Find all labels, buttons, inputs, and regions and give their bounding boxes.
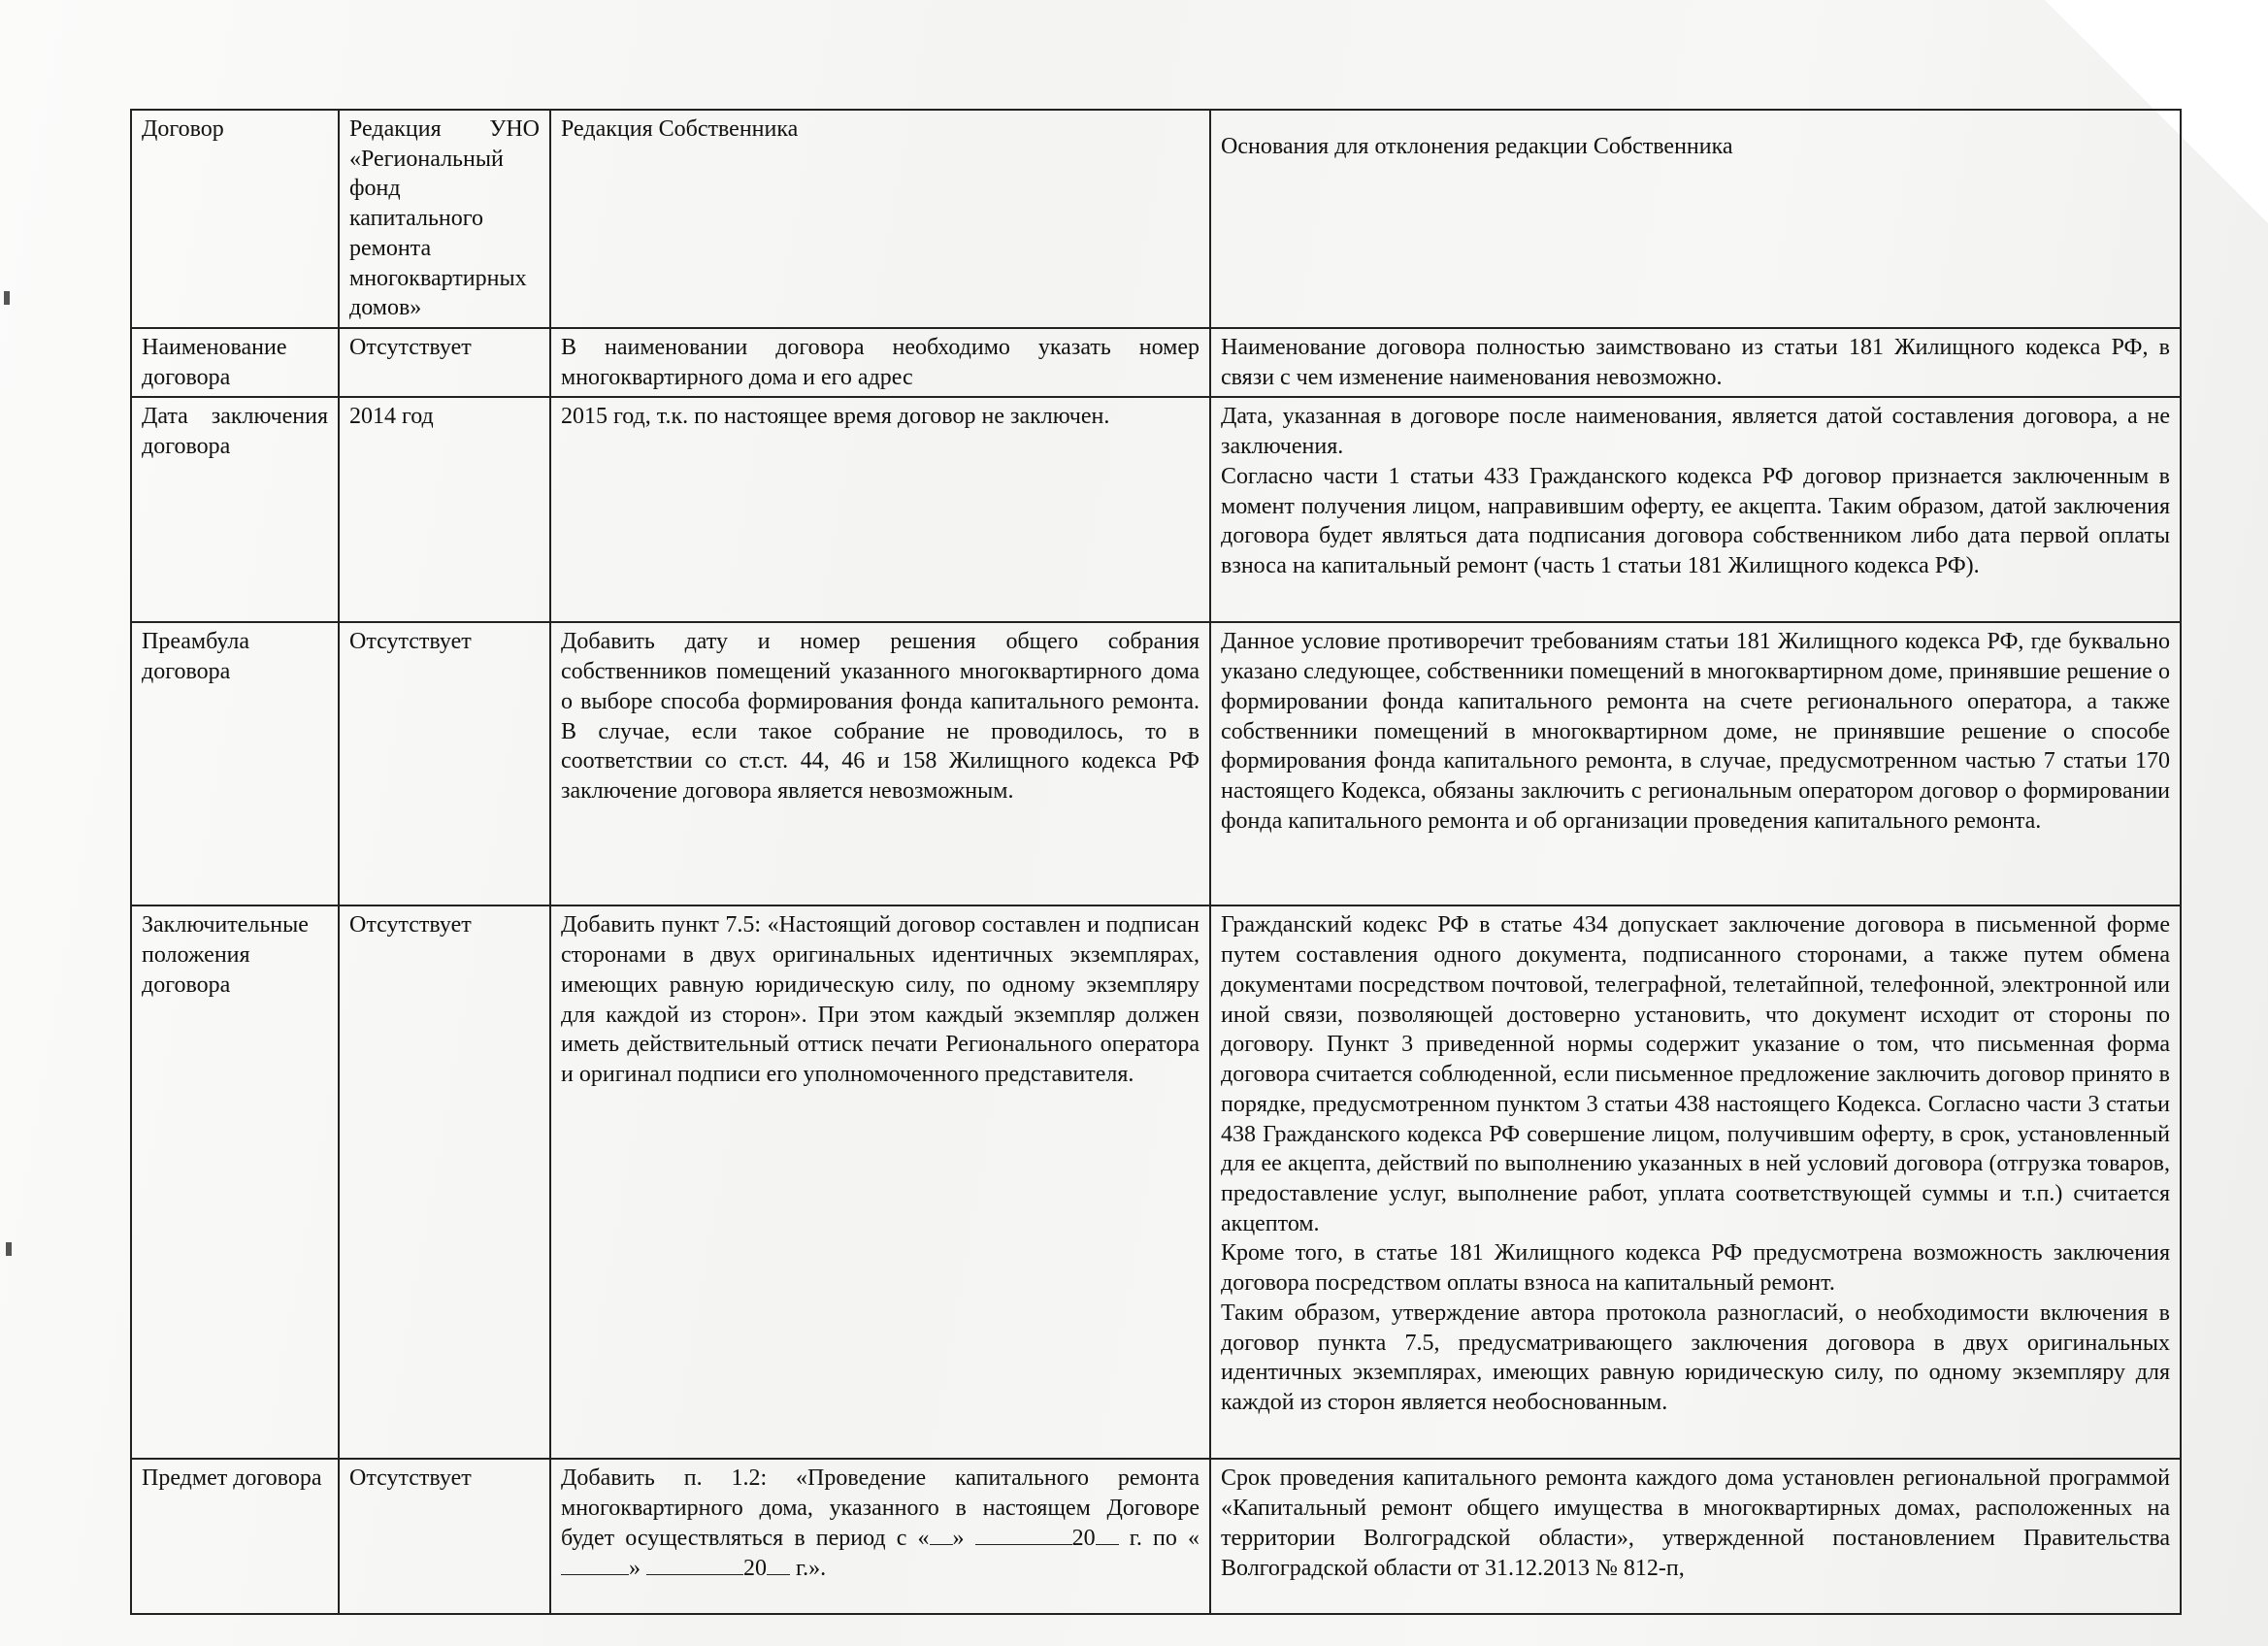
row-grounds — [1210, 1459, 2181, 1614]
row-owner: 2015 год, т.к. по настоящее время договор не заключен. — [550, 397, 1210, 622]
row-owner: В наименовании договора необходимо указать номер многоквартирного дома и его адрес — [550, 328, 1210, 397]
row-grounds — [1210, 905, 2181, 1459]
table-row — [131, 622, 2181, 905]
row-uno: Отсутствует — [339, 905, 550, 1459]
row-grounds — [1210, 397, 2181, 622]
row-uno: Отсутствует — [339, 328, 550, 397]
table-row — [131, 328, 2181, 397]
grounds-paragraph: Кроме того, в статье 181 Жилищного кодекса РФ предусмотрена возможность заключения договора посредством оплаты взноса на капитальный ремонт. — [1221, 1240, 2170, 1297]
owner-text: Добавить п. 1.2: «Проведение капитального ремонта многоквартирного дома, указанного в настоящем Договоре будет осуществляться в период с — [561, 1465, 1200, 1551]
row-subject: Предмет договора — [131, 1459, 339, 1614]
header-rejection-grounds: Основания для отклонения редакции Собственника — [1210, 110, 2181, 328]
row-owner: Добавить дату и номер решения общего собрания собственников помещений указанного многоквартирного дома о выборе способа формирования фонда капитального ремонта. В случае, если такое собрание не проводилось, то в соответствии со ст.ст. 44, 46 и 158 Жилищного кодекса РФ заключение договора является невозможным. — [550, 622, 1210, 905]
row-owner — [550, 1459, 1210, 1614]
grounds-paragraph: Согласно части 1 статьи 433 Гражданского кодекса РФ договор признается заключенным в момент получения лицом, направившим оферту, ее акцепта. Таким образом, датой заключения договора будет являться дата подписания договора собственником либо дата первой оплаты взноса на капитальный ремонт (часть 1 статьи 181 Жилищного кодекса РФ). — [1221, 463, 2170, 579]
header-owner-edition: Редакция Собственника — [550, 110, 1210, 328]
row-uno: 2014 год — [339, 397, 550, 622]
date-blank-line: « » 20 г. по «» 20 г.». — [561, 1526, 1200, 1581]
row-owner: Добавить пункт 7.5: «Настоящий договор составлен и подписан сторонами в двух оригинальных идентичных экземплярах, имеющих равную юридическую силу, по одному экземпляру для каждой из сторон». При этом каждый экземпляр должен иметь действительный оттиск печати Регионального оператора и оригинал подписи его уполномоченного представителя. — [550, 905, 1210, 1459]
table-row — [131, 1459, 2181, 1614]
header-row — [131, 110, 2181, 328]
row-uno: Отсутствует — [339, 1459, 550, 1614]
grounds-paragraph: Срок проведения капитального ремонта каждого дома установлен региональной программой «Капитальный ремонт общего имущества в многоквартирных домах, расположенных на территории Волгоградской области», утвержденной постановлением Правительства Волгоградской области от 31.12.2013 № 812-п, — [1221, 1465, 2170, 1581]
scan-artifact — [6, 1242, 12, 1256]
row-subject: Преамбула договора — [131, 622, 339, 905]
row-subject: Дата заключения договора — [131, 397, 339, 622]
table-row — [131, 397, 2181, 622]
header-uno-edition: Редакция УНО «Региональный фонд капитального ремонта многоквартирных домов» — [339, 110, 550, 328]
grounds-paragraph: Данное условие противоречит требованиям статьи 181 Жилищного кодекса РФ, где буквально указано следующее, собственники помещений в многоквартирном доме, принявшие решение о формировании фонда капитального ремонта на счете регионального оператора, а также собственники помещений в многоквартирном доме, не принявшие решение о способе формирования фонда капитального ремонта, в случае, предусмотренном частью 7 статьи 170 настоящего Кодекса, обязаны заключить с региональным оператором договор о формировании фонда капитального ремонта и об организации проведения капитального ремонта. — [1221, 629, 2170, 834]
grounds-paragraph: Таким образом, утверждение автора протокола разногласий, о необходимости включения в договор пункта 7.5, предусматривающего заключения договора в двух оригинальных идентичных экземплярах, имеющих равную юридическую силу, по одному экземпляру для каждой из сторон является необоснованным. — [1221, 1300, 2170, 1415]
table-row — [131, 905, 2181, 1459]
grounds-paragraph: Наименование договора полностью заимствовано из статьи 181 Жилищного кодекса РФ, в связи с чем изменение наименования невозможно. — [1221, 335, 2170, 390]
scan-artifact — [4, 291, 10, 305]
row-subject: Заключительные положения договора — [131, 905, 339, 1459]
grounds-paragraph: Дата, указанная в договоре после наименования, является датой составления договора, а не заключения. — [1221, 404, 2170, 460]
row-subject: Наименование договора — [131, 328, 339, 397]
row-uno: Отсутствует — [339, 622, 550, 905]
row-grounds — [1210, 622, 2181, 905]
comparison-table — [130, 109, 2182, 1615]
header-contract: Договор — [131, 110, 339, 328]
grounds-paragraph: Гражданский кодекс РФ в статье 434 допускает заключение договора в письменной форме путем составления одного документа, подписанного сторонами, а также путем обмена документами посредством почтовой, телеграфной, телетайпной, телефонной, электронной или иной связи, позволяющей достоверно установить, что документ исходит от стороны по договору. Пункт 3 приведенной нормы содержит указание о том, что письменная форма договора считается соблюденной, если письменное предложение заключить договор принято в порядке, предусмотренном пунктом 3 статьи 438 настоящего Кодекса. Согласно части 3 статьи 438 Гражданского кодекса РФ совершение лицом, получившим оферту, в срок, установленный для ее акцепта, действий по выполнению указанных в ней условий договора (отгрузка товаров, предоставление услуг, выполнение работ, уплата соответствующей суммы и т.п.) считается акцептом. — [1221, 912, 2170, 1236]
row-grounds — [1210, 328, 2181, 397]
